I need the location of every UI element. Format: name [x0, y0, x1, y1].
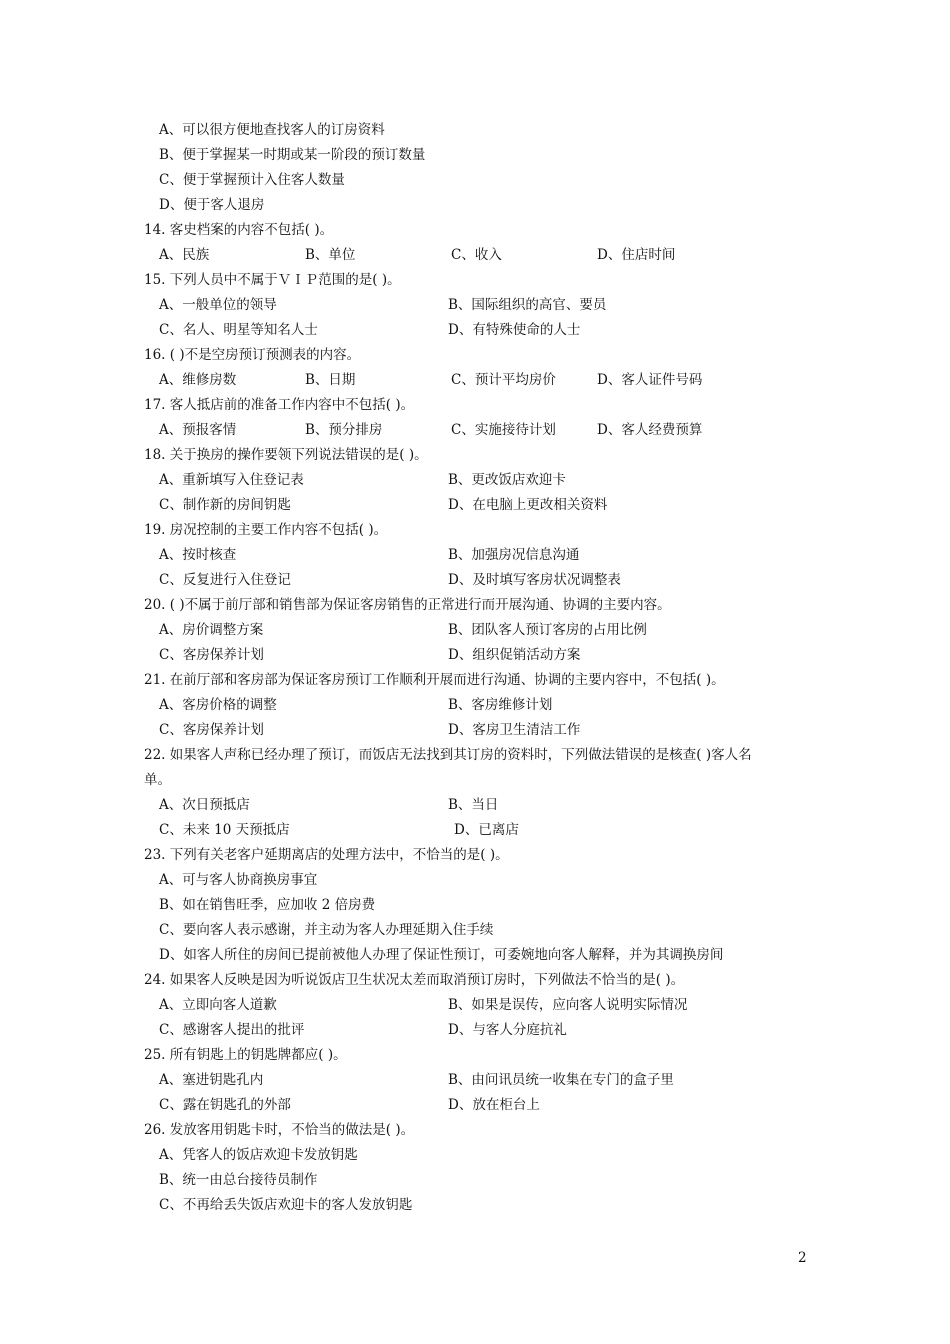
q20-option-d: D、组织促销活动方案 [448, 647, 581, 663]
question-24: 24. 如果客人反映是因为听说饭店卫生状况太差而取消预订房时，下列做法不恰当的是( )。 [144, 972, 685, 988]
q24-option-a: A、立即向客人道歉 [159, 997, 277, 1013]
q25-option-a: A、塞进钥匙孔内 [159, 1072, 264, 1088]
q16-option-c: C、预计平均房价 [451, 372, 556, 388]
option-d: D、便于客人退房 [159, 197, 265, 213]
question-17: 17. 客人抵店前的准备工作内容中不包括( )。 [144, 397, 415, 413]
q14-option-b: B、单位 [305, 247, 356, 263]
q15-option-d: D、有特殊使命的人士 [448, 322, 581, 338]
q14-option-d: D、住店时间 [597, 247, 676, 263]
q17-option-c: C、实施接待计划 [451, 422, 556, 438]
q15-option-b: B、国际组织的高官、要员 [448, 297, 607, 313]
question-18: 18. 关于换房的操作要领下列说法错误的是( )。 [144, 447, 428, 463]
q24-option-b: B、如果是误传，应向客人说明实际情况 [448, 997, 688, 1013]
q19-option-d: D、及时填写客房状况调整表 [448, 572, 621, 588]
q16-option-b: B、日期 [305, 372, 356, 388]
q26-option-a: A、凭客人的饭店欢迎卡发放钥匙 [159, 1147, 358, 1163]
q14-option-c: C、收入 [451, 247, 502, 263]
q20-option-a: A、房价调整方案 [159, 622, 264, 638]
q21-option-d: D、客房卫生清洁工作 [448, 722, 581, 738]
question-22-continued: 单。 [144, 772, 171, 788]
question-26: 26. 发放客用钥匙卡时，不恰当的做法是( )。 [144, 1122, 415, 1138]
q18-option-c: C、制作新的房间钥匙 [159, 497, 291, 513]
page-number: 2 [798, 1250, 807, 1266]
q18-option-b: B、更改饭店欢迎卡 [448, 472, 566, 488]
q17-option-d: D、客人经费预算 [597, 422, 703, 438]
q20-option-b: B、团队客人预订客房的占用比例 [448, 622, 647, 638]
q19-option-c: C、反复进行入住登记 [159, 572, 291, 588]
q20-option-c: C、客房保养计划 [159, 647, 264, 663]
question-19: 19. 房况控制的主要工作内容不包括( )。 [144, 522, 388, 538]
q25-option-d: D、放在柜台上 [448, 1097, 540, 1113]
question-23: 23. 下列有关老客户延期离店的处理方法中，不恰当的是( )。 [144, 847, 509, 863]
q22-option-b: B、当日 [448, 797, 499, 813]
q22-option-c: C、未来 10 天预抵店 [159, 822, 290, 838]
q23-option-a: A、可与客人协商换房事宜 [159, 872, 318, 888]
q14-option-a: A、民族 [159, 247, 210, 263]
q24-option-c: C、感谢客人提出的批评 [159, 1022, 305, 1038]
q21-option-b: B、客房维修计划 [448, 697, 553, 713]
q21-option-c: C、客房保养计划 [159, 722, 264, 738]
question-25: 25. 所有钥匙上的钥匙牌都应( )。 [144, 1047, 347, 1063]
q17-option-b: B、预分排房 [305, 422, 383, 438]
q17-option-a: A、预报客情 [159, 422, 237, 438]
question-20: 20. ( )不属于前厅部和销售部为保证客房销售的正常进行而开展沟通、协调的主要内容。 [144, 597, 671, 613]
q16-option-d: D、客人证件号码 [597, 372, 703, 388]
option-b: B、便于掌握某一时期或某一阶段的预订数量 [159, 147, 426, 163]
option-c: C、便于掌握预计入住客人数量 [159, 172, 345, 188]
question-15: 15. 下列人员中不属于ＶＩＰ范围的是( )。 [144, 272, 401, 288]
q25-option-b: B、由问讯员统一收集在专门的盒子里 [448, 1072, 674, 1088]
q19-option-b: B、加强房况信息沟通 [448, 547, 580, 563]
question-22: 22. 如果客人声称已经办理了预订，而饭店无法找到其订房的资料时，下列做法错误的是核查( )客人名 [144, 747, 752, 763]
q23-option-c: C、要向客人表示感谢，并主动为客人办理延期入住手续 [159, 922, 494, 938]
question-21: 21. 在前厅部和客房部为保证客房预订工作顺利开展而进行沟通、协调的主要内容中，不包括( )。 [144, 672, 725, 688]
q23-option-d: D、如客人所住的房间已提前被他人办理了保证性预订，可委婉地向客人解释，并为其调换房间 [159, 947, 724, 963]
q15-option-c: C、名人、明星等知名人士 [159, 322, 318, 338]
q22-option-d: D、已离店 [454, 822, 519, 838]
q19-option-a: A、按时核查 [159, 547, 237, 563]
option-a: A、可以很方便地查找客人的订房资料 [159, 122, 385, 138]
q21-option-a: A、客房价格的调整 [159, 697, 277, 713]
q18-option-d: D、在电脑上更改相关资料 [448, 497, 608, 513]
question-16: 16. ( )不是空房预订预测表的内容。 [144, 347, 361, 363]
q23-option-b: B、如在销售旺季，应加收 2 倍房费 [159, 897, 376, 913]
q16-option-a: A、维修房数 [159, 372, 237, 388]
q15-option-a: A、一般单位的领导 [159, 297, 277, 313]
q26-option-c: C、不再给丢失饭店欢迎卡的客人发放钥匙 [159, 1197, 413, 1213]
q18-option-a: A、重新填写入住登记表 [159, 472, 304, 488]
q25-option-c: C、露在钥匙孔的外部 [159, 1097, 291, 1113]
q22-option-a: A、次日预抵店 [159, 797, 250, 813]
q26-option-b: B、统一由总台接待员制作 [159, 1172, 318, 1188]
q24-option-d: D、与客人分庭抗礼 [448, 1022, 567, 1038]
question-14: 14. 客史档案的内容不包括( )。 [144, 222, 334, 238]
